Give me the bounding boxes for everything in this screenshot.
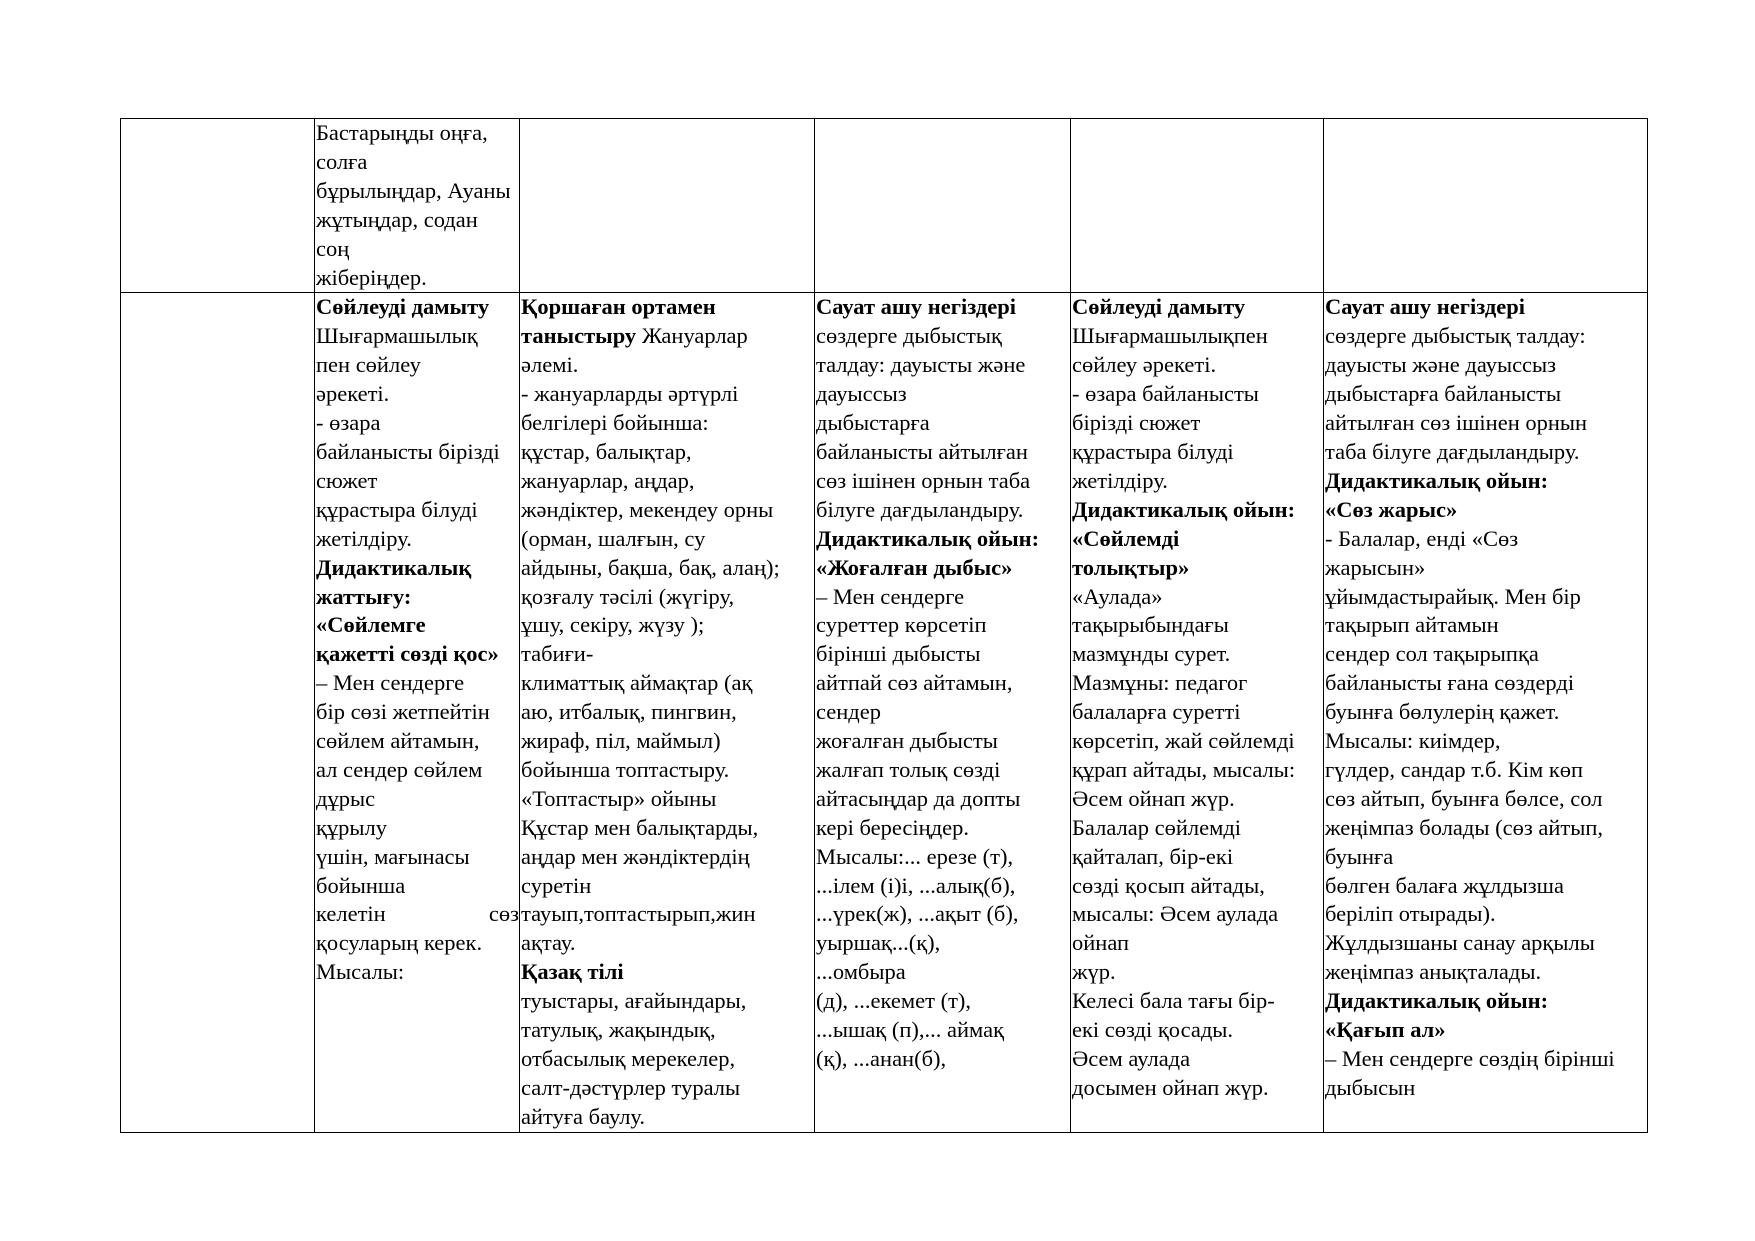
text-line: білуге дағдыландыру.: [816, 496, 1024, 522]
text-line: құрастыра білуді: [316, 496, 478, 522]
section-heading: Сөйлеуді дамыту: [1072, 294, 1246, 320]
text-line: – Мен сендерге: [316, 670, 465, 696]
text-line: Балалар сөйлемді: [1072, 814, 1242, 840]
text-line: сөйлем айтамын,: [316, 728, 480, 754]
text-line: сөз ішінен орнын таба: [816, 467, 1031, 493]
text-line: Бастарыңды оңға,: [316, 120, 488, 145]
text-line: байланысты ғана сөздерді: [1325, 670, 1575, 696]
text-line: Мысалы:: [316, 959, 405, 985]
text-line: қозғалу тәсілі (жүгіру,: [521, 583, 735, 609]
text-line: – Мен сендерге сөздің бірінші: [1325, 1046, 1615, 1071]
text-line: құрылу: [316, 814, 388, 840]
text-line: буынға бөлулерің қажет.: [1325, 699, 1560, 725]
text-line: жетілдіру.: [1072, 467, 1168, 493]
text-line: ұшу, секіру, жүзу );: [521, 612, 705, 638]
text-line: талдау: дауысты және: [816, 352, 1026, 378]
text-line: ойнап: [1072, 930, 1130, 956]
text-line: «Аулада»: [1072, 583, 1163, 609]
text-line: айтуға баулу.: [521, 1103, 646, 1129]
text-word: сөз: [488, 901, 519, 927]
text-line: ...ышақ (п),... аймақ: [816, 1017, 1005, 1043]
text-line: пен сөйлеу: [316, 352, 421, 378]
text-line: бірізді сюжет: [1072, 410, 1201, 436]
text-line: жеңімпаз болады (сөз айтып,: [1325, 814, 1603, 840]
text-line: жоғалған дыбысты: [816, 728, 998, 754]
text-line: Шығармашылықпен: [1072, 323, 1268, 349]
text-line: жарысын»: [1325, 554, 1426, 580]
text-line: жүр.: [1072, 959, 1116, 985]
text-line: тақырып айтамын: [1325, 612, 1499, 638]
section-heading: Қоршаған ортамен: [521, 294, 716, 320]
text-line: дыбыстарға: [816, 410, 930, 436]
text-line: солға: [316, 148, 368, 174]
text-line: әрекеті.: [316, 381, 390, 407]
text-line: бөлген балаға жұлдызша: [1325, 872, 1564, 898]
text-line: бойынша топтастыру.: [521, 756, 730, 782]
table-cell-empty: [121, 119, 315, 293]
text-line: үшін, мағынасы: [316, 843, 470, 869]
text-line: [521, 322, 814, 351]
text-line: «Топтастыр» ойыны: [521, 785, 717, 811]
text-line: суретін: [521, 872, 592, 898]
text-line: мысалы: Әсем аулада: [1072, 901, 1279, 927]
text-line: жираф, піл, маймыл): [521, 728, 721, 754]
text-line: Мысалы:... ерезе (т),: [816, 843, 1014, 869]
text-line: Шығармашылық: [316, 323, 478, 349]
speech-development-cell-2: [1071, 293, 1324, 1132]
text-line: таба білуге дағдыландыру.: [1325, 438, 1580, 464]
table-cell-empty: [520, 119, 815, 293]
text-line: құрастыра білуді: [1072, 438, 1234, 464]
game-heading: Дидактикалық ойын:: [816, 525, 1040, 551]
text-line: қайталап, бір-екі: [1072, 843, 1234, 869]
text-line: (қ), ...анан(б),: [816, 1046, 947, 1071]
text-line: жіберіңдер.: [316, 264, 427, 290]
text-line: - өзара: [316, 410, 381, 436]
text-line: жәндіктер, мекендеу орны: [521, 496, 774, 522]
text-line: Келесі бала тағы бір-: [1072, 988, 1275, 1014]
environment-cell: [520, 293, 815, 1132]
text-line: құрап айтады, мысалы:: [1072, 756, 1296, 782]
text-line: айтылған сөз ішінен орнын: [1325, 410, 1588, 436]
text-line: балаларға суретті: [1072, 699, 1241, 725]
text-line: уыршақ...(қ),: [816, 930, 941, 956]
text-line: сюжет: [316, 467, 378, 493]
text-line: кері бересіңдер.: [816, 814, 970, 840]
text-line: Жұлдызшаны санау арқылы: [1325, 930, 1595, 956]
table-cell-empty: [815, 119, 1071, 293]
text-line: тақырыбындағы: [1072, 612, 1229, 638]
game-title: «Қағып ал»: [1325, 1017, 1446, 1043]
text-line: жалғап толық сөзді: [816, 756, 1001, 782]
text-line: - Балалар, енді «Сөз: [1325, 525, 1519, 551]
text-line: ...омбыра: [816, 959, 906, 985]
literacy-basics-cell: [815, 293, 1071, 1132]
text-line: Әсем ойнап жүр.: [1072, 785, 1235, 811]
text-line: туыстары, ағайындары,: [521, 988, 747, 1014]
text-line: Құстар мен балықтарды,: [521, 814, 759, 840]
text-line: айтпай сөз айтамын,: [816, 670, 1013, 696]
text-line: ...үрек(ж), ...ақыт (б),: [816, 901, 1019, 927]
game-heading: Дидактикалық ойын:: [1325, 988, 1549, 1014]
text-line: отбасылық мерекелер,: [521, 1046, 736, 1071]
text-line: дұрыс: [316, 785, 376, 811]
exercise-title: қажетті сөзді қос»: [316, 641, 499, 667]
table-cell-empty: [1324, 119, 1648, 293]
text-line: гүлдер, сандар т.б. Кім көп: [1325, 756, 1584, 782]
text-line: байланысты айтылған: [816, 438, 1028, 464]
text-line: Мазмұны: педагог: [1072, 670, 1248, 696]
text-line: әлемі.: [521, 352, 579, 378]
text-line: - жануарларды әртүрлі: [521, 381, 739, 407]
exercise-heading: жаттығу:: [316, 583, 412, 609]
text-line: беріліп отырады).: [1325, 901, 1496, 927]
section-heading: Қазақ тілі: [521, 959, 624, 985]
text-line: жеңімпаз анықталады.: [1325, 959, 1542, 985]
text-line: құстар, балықтар,: [521, 438, 692, 464]
literacy-basics-cell-2: [1324, 293, 1648, 1132]
table-row: [121, 119, 1648, 293]
text-line: - өзара байланысты: [1072, 381, 1259, 407]
game-title: толықтыр»: [1072, 554, 1190, 580]
text-line: бір сөзі жетпейтін: [316, 699, 490, 725]
text-line: аю, итбалық, пингвин,: [521, 699, 737, 725]
game-title: «Сөйлемді: [1072, 525, 1180, 551]
text-line: (орман, шалғын, су: [521, 525, 706, 551]
text-line: белгілері бойынша:: [521, 410, 709, 436]
text-line: ақтау.: [521, 930, 576, 956]
text-line: жануарлар, аңдар,: [521, 467, 695, 493]
section-heading: Сөйлеуді дамыту: [316, 294, 490, 320]
text-line: Мысалы: киімдер,: [1325, 728, 1501, 754]
game-heading: Дидактикалық ойын:: [1325, 467, 1549, 493]
text-line: климаттық аймақтар (ақ: [521, 670, 753, 696]
text-line: салт-дәстүрлер туралы: [521, 1074, 741, 1100]
exercise-title: «Сөйлемге: [316, 612, 426, 638]
text-line: көрсетіп, жай сөйлемді: [1072, 728, 1295, 754]
text-line: – Мен сендерге: [816, 583, 965, 609]
justified-line: [316, 900, 519, 929]
text-line: сөздерге дыбыстық: [816, 323, 1002, 349]
text-line: соң: [316, 235, 350, 261]
text-line: жетілдіру.: [316, 525, 412, 551]
section-heading: Сауат ашу негіздері: [1325, 294, 1525, 320]
text-line: екі сөзді қосады.: [1072, 1017, 1234, 1043]
text-line: буынға: [1325, 843, 1394, 869]
text-line: суреттер көрсетіп: [816, 612, 987, 638]
text-word: келетін: [316, 901, 386, 927]
section-heading: Сауат ашу негіздері: [816, 294, 1016, 320]
text-line: сендер: [816, 699, 881, 725]
text-segment: Жануарлар: [636, 323, 748, 349]
text-line: мазмұнды сурет.: [1072, 641, 1231, 667]
text-line: айтасыңдар да допты: [816, 785, 1021, 811]
text-line: (д), ...екемет (т),: [816, 988, 972, 1014]
text-line: тауып,топтастырып,жин: [521, 901, 756, 927]
text-line: ...ілем (і)і, ...алық(б),: [816, 872, 1016, 898]
text-line: байланысты бірізді: [316, 438, 500, 464]
text-line: бірінші дыбысты: [816, 641, 981, 667]
table-cell-empty: [121, 293, 315, 1132]
exercise-instructions-cell: [315, 119, 520, 293]
lesson-plan-table: [120, 118, 1648, 1133]
table-row: [121, 293, 1648, 1132]
text-line: қосуларың керек.: [316, 930, 483, 956]
text-line: досымен ойнап жүр.: [1072, 1074, 1269, 1100]
section-heading: таныстыру: [521, 323, 637, 349]
game-title: «Сөз жарыс»: [1325, 496, 1458, 522]
text-line: сөздерге дыбыстық талдау:: [1325, 323, 1586, 349]
text-line: сөйлеу әрекеті.: [1072, 352, 1217, 378]
text-line: татулық, жақындық,: [521, 1017, 716, 1043]
game-heading: Дидактикалық ойын:: [1072, 496, 1296, 522]
text-line: ал сендер сөйлем: [316, 756, 483, 782]
text-line: бұрылыңдар, Ауаны: [316, 177, 511, 203]
text-line: сөз айтып, буынға бөлсе, сол: [1325, 785, 1603, 811]
text-line: дауысты және дауыссыз: [1325, 352, 1557, 378]
text-line: айдыны, бақша, бақ, алаң);: [521, 554, 780, 580]
text-line: табиғи-: [521, 641, 594, 667]
text-line: сендер сол тақырыпқа: [1325, 641, 1539, 667]
text-line: дыбысын: [1325, 1074, 1416, 1100]
text-line: бойынша: [316, 872, 406, 898]
table-cell-empty: [1071, 119, 1324, 293]
text-line: ұйымдастырайық. Мен бір: [1325, 583, 1581, 609]
text-line: сөзді қосып айтады,: [1072, 872, 1265, 898]
text-line: Әсем аулада: [1072, 1046, 1191, 1071]
speech-development-cell: [315, 293, 520, 1132]
game-title: «Жоғалған дыбыс»: [816, 554, 1013, 580]
text-line: дыбыстарға байланысты: [1325, 381, 1562, 407]
text-line: аңдар мен жәндіктердің: [521, 843, 750, 869]
text-line: дауыссыз: [816, 381, 907, 407]
exercise-heading: Дидактикалық: [316, 554, 472, 580]
text-line: жұтыңдар, содан: [316, 206, 478, 232]
